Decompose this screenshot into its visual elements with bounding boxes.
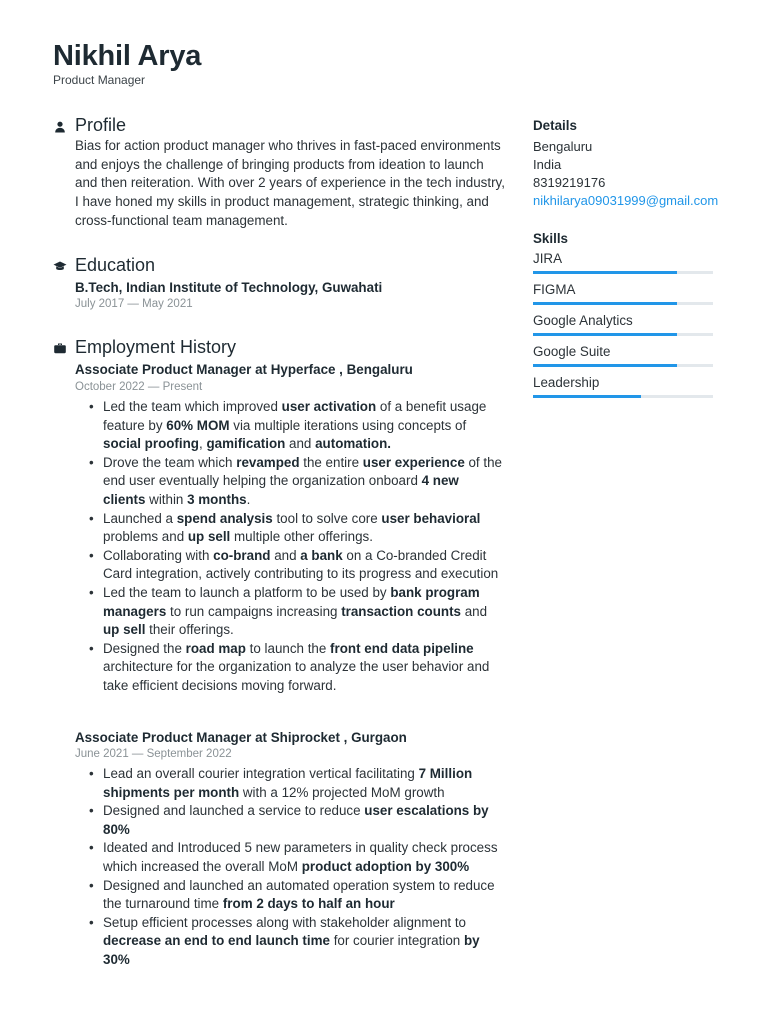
details-country: India: [533, 157, 562, 172]
bullet-item: • Led the team to launch a platform to be used by bank program managers to run campaigns increasing transaction counts and up sell their offerings.: [75, 584, 503, 640]
skill-name: FIGMA: [533, 282, 576, 297]
skill-level-fill: [533, 395, 641, 398]
education-entry-dates: July 2017 — May 2021: [75, 298, 193, 310]
briefcase-icon: [53, 341, 67, 355]
bullet-item: • Designed the road map to launch the front end data pipeline architecture for the organization to analyze the user behavior and take efficient decisions moving forward.: [75, 640, 503, 696]
skill-level-bar: [533, 333, 713, 336]
bullet-item: • Ideated and Introduced 5 new parameters in quality check process which increased the overall MoM product adoption by 300%: [75, 839, 503, 876]
bullet-item: • Setup efficient processes along with stakeholder alignment to decrease an end to end launch time for courier integration by 30%: [75, 914, 503, 970]
bullet-item: • Launched a spend analysis tool to solve core user behavioral problems and up sell multiple other offerings.: [75, 510, 503, 547]
bullet-item: • Collaborating with co-brand and a bank on a Co-branded Credit Card integration, actively contributing to its progress and execution: [75, 547, 503, 584]
details-phone: 8319219176: [533, 175, 606, 190]
skill-level-bar: [533, 271, 713, 274]
skill-google-analytics: [533, 313, 713, 336]
profile-summary: Bias for action product manager who thrives in fast-paced environments and enjoys the challenge of bringing products from ideation to launch and then reiteration. With over 2 years of experience in the tech industry, I have honed my skills in product management, strategic thinking, and cross-functional team management.: [75, 138, 505, 228]
job-bullets-shiprocket: [75, 765, 503, 970]
job-title-shiprocket: Associate Product Manager at Shiprocket , Gurgaon: [75, 730, 407, 745]
bullet-item: • Designed and launched a service to reduce user escalations by 80%: [75, 802, 503, 839]
skills-heading: Skills: [533, 231, 568, 246]
skill-level-bar: [533, 302, 713, 305]
skill-name: Google Analytics: [533, 313, 633, 328]
job-title-hyperface: Associate Product Manager at Hyperface , Bengaluru: [75, 362, 413, 377]
skill-level-fill: [533, 271, 677, 274]
skill-jira: [533, 251, 713, 274]
education-heading: Education: [75, 255, 156, 275]
bullet-item: • Designed and launched an automated operation system to reduce the turnaround time from 2 days to half an hour: [75, 877, 503, 914]
skill-name: Leadership: [533, 375, 600, 390]
job-dates-hyperface: October 2022 — Present: [75, 381, 203, 393]
bullet-item: • Drove the team which revamped the entire user experience of the end user eventually helping the organization onboard 4 new clients within 3 months.: [75, 454, 503, 510]
skill-name: Google Suite: [533, 344, 611, 359]
education-entry-title: B.Tech, Indian Institute of Technology, Guwahati: [75, 280, 383, 295]
job-bullets-hyperface: [75, 398, 503, 696]
employment-heading: Employment History: [75, 337, 237, 357]
details-city: Bengaluru: [533, 139, 593, 154]
skill-figma: [533, 282, 713, 305]
skill-level-bar: [533, 364, 713, 367]
job-dates-shiprocket: June 2021 — September 2022: [75, 748, 232, 760]
graduation-cap-icon: [53, 259, 67, 273]
skill-google-suite: [533, 344, 713, 367]
skill-level-fill: [533, 333, 677, 336]
skill-leadership: [533, 375, 713, 398]
details-heading: Details: [533, 118, 577, 133]
bullet-item: • Lead an overall courier integration vertical facilitating 7 Million shipments per month with a 12% projected MoM growth: [75, 765, 503, 802]
skill-level-bar: [533, 395, 713, 398]
skill-level-fill: [533, 364, 677, 367]
candidate-title: Product Manager: [53, 73, 146, 87]
skill-name: JIRA: [533, 251, 563, 266]
skill-level-fill: [533, 302, 677, 305]
profile-heading: Profile: [75, 115, 127, 135]
bullet-item: • Led the team which improved user activation of a benefit usage feature by 60% MOM via multiple iterations using concepts of social proofing, gamification and automation.: [75, 398, 503, 454]
candidate-name: Nikhil Arya: [53, 40, 202, 72]
person-icon: [53, 120, 67, 134]
details-email-link[interactable]: nikhilarya09031999@gmail.com: [533, 193, 719, 208]
